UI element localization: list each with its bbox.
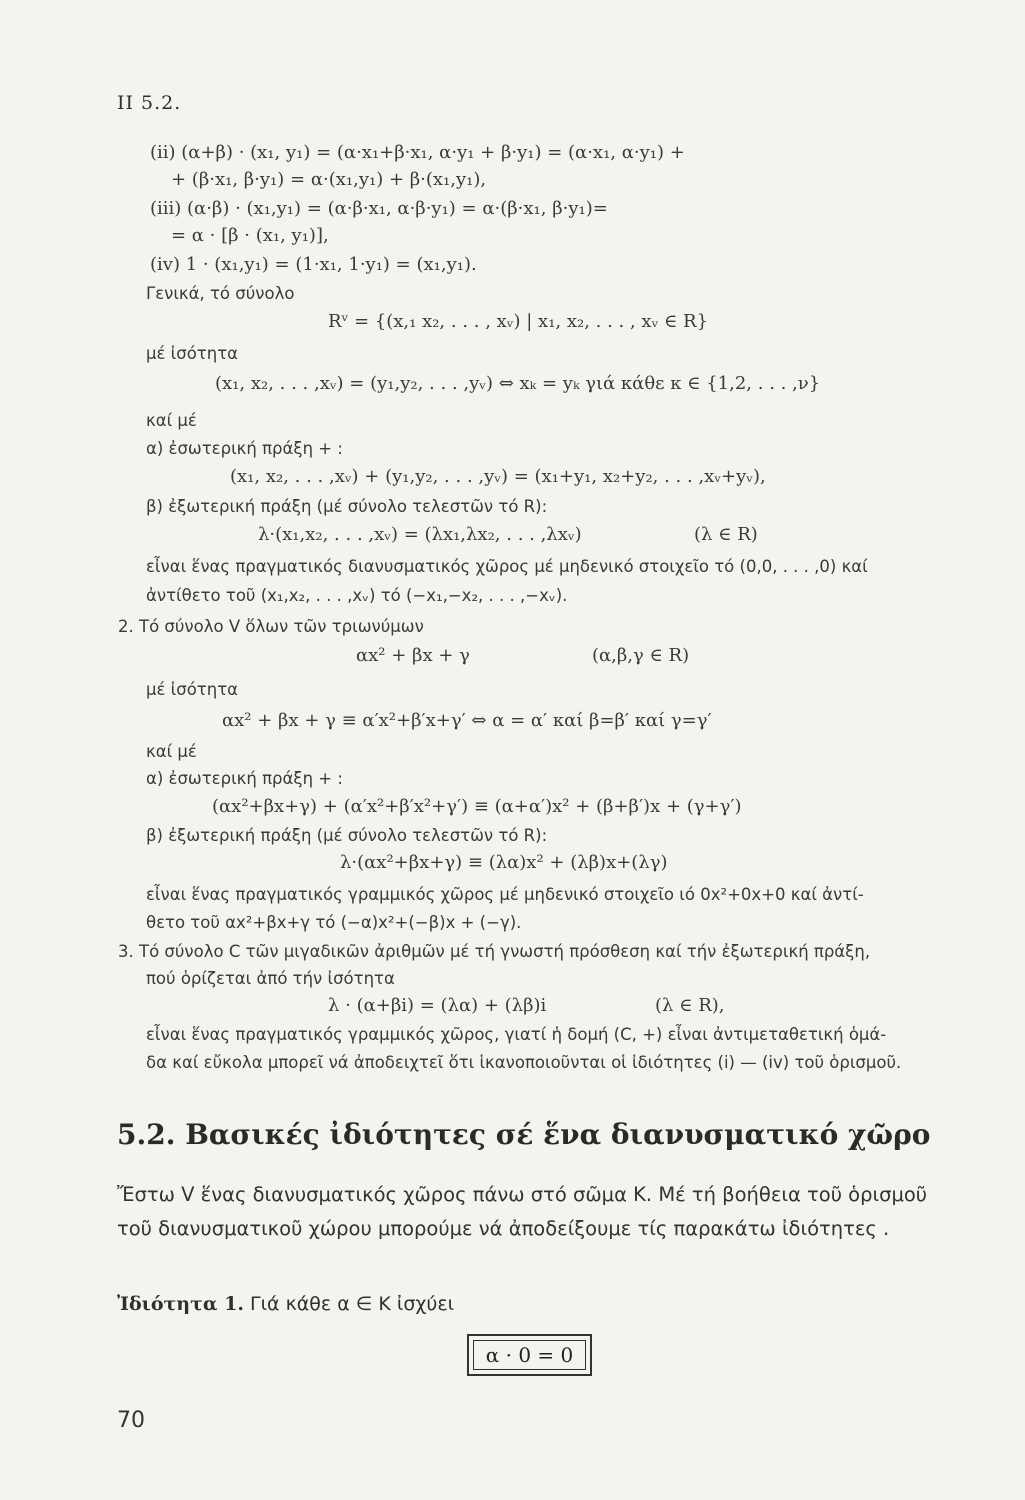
conclusion-line-1: εἶναι ἕνας πραγματικός διανυσματικός χῶρος μέ μηδενικό στοιχεῖο τό (0,0, . . . ,0) καί bbox=[146, 557, 868, 576]
property-iii-line-1: (iii) (α·β) · (x₁,y₁) = (α·β·x₁, α·β·y₁) = α·(β·x₁, β·y₁)= bbox=[150, 198, 608, 219]
rv-set-definition: Rᵛ = {(x,₁ x₂, . . . , xᵥ) | x₁, x₂, . . . , xᵥ ∈ R} bbox=[328, 311, 709, 332]
property-1 bbox=[117, 1292, 454, 1316]
example-2-equality: αx² + βx + γ ≡ α′x²+β′x+γ′ ⇔ α = α′ καί β=β′ καί γ=γ′ bbox=[222, 710, 712, 731]
external-operation-formula: λ·(x₁,x₂, . . . ,xᵥ) = (λx₁,λx₂, . . . ,λxᵥ) bbox=[258, 524, 582, 545]
example-3-line-2: πού ὁρίζεται ἀπό τήν ἰσότητα bbox=[146, 969, 395, 988]
internal-operation-label: α) ἐσωτερική πράξη + : bbox=[146, 439, 343, 458]
page-number: 70 bbox=[117, 1408, 145, 1433]
example-2-intro: 2. Τό σύνολο V ὅλων τῶν τριωνύμων bbox=[118, 617, 424, 636]
property-iv-line: (iv) 1 · (x₁,y₁) = (1·x₁, 1·y₁) = (x₁,y₁). bbox=[150, 254, 477, 275]
boxed-formula-text: α · 0 = 0 bbox=[473, 1340, 586, 1370]
example-3-line-4: δα καί εὔκολα μπορεῖ νά ἀποδειχτεῖ ὅτι ἱκανοποιοῦνται οἱ ἰδιότητες (i) — (iv) τοῦ ὁρισμοῦ. bbox=[146, 1053, 902, 1072]
example-3-condition: (λ ∈ R), bbox=[655, 995, 725, 1016]
example-2-and-with: καί μέ bbox=[146, 742, 197, 761]
section-intro-paragraph: Ἔστω V ἕνας διανυσματικός χῶρος πάνω στό σῶμα Κ. Μέ τή βοήθεια τοῦ ὁρισμοῦ τοῦ διανυσματικοῦ χώρου μπορούμε νά ἀποδείξουμε τίς παρακάτω ἰδιότητες . bbox=[117, 1183, 928, 1240]
example-2-conclusion-line-2: θετο τοῦ αx²+βx+γ τό (−α)x²+(−β)x + (−γ). bbox=[146, 913, 522, 932]
example-2-external-formula: λ·(αx²+βx+γ) ≡ (λα)x² + (λβ)x+(λγ) bbox=[340, 852, 668, 873]
example-3-line-3: εἶναι ἕνας πραγματικός γραμμικός χῶρος, γιατί ἡ δομή (C, +) εἶναι ἀντιμεταθετική ὁμά- bbox=[146, 1025, 887, 1044]
general-set-intro: Γενικά, τό σύνολο bbox=[146, 284, 295, 303]
property-1-text: Γιά κάθε α ∈ Κ ἰσχύει bbox=[250, 1293, 455, 1315]
external-operation-condition: (λ ∈ R) bbox=[694, 524, 758, 545]
internal-operation-formula: (x₁, x₂, . . . ,xᵥ) + (y₁,y₂, . . . ,yᵥ) = (x₁+y₁, x₂+y₂, . . . ,xᵥ+yᵥ), bbox=[230, 466, 766, 487]
and-with-label: καί μέ bbox=[146, 411, 197, 430]
equality-formula: (x₁, x₂, . . . ,xᵥ) = (y₁,y₂, . . . ,yᵥ) ⇔ xₖ = yₖ γιά κάθε κ ∈ {1,2, . . . ,ν} bbox=[215, 373, 821, 394]
example-2-internal-formula: (αx²+βx+γ) + (α′x²+β′x²+γ′) ≡ (α+α′)x² + (β+β′)x + (γ+γ′) bbox=[212, 796, 742, 817]
section-title: 5.2. Βασικές ἰδιότητες σέ ἕνα διανυσματικό χῶρο bbox=[117, 1118, 931, 1151]
example-3-formula: λ · (α+βi) = (λα) + (λβ)i bbox=[328, 995, 547, 1016]
example-2-polynomial-condition: (α,β,γ ∈ R) bbox=[592, 645, 690, 666]
property-iii-line-2: = α · [β · (x₁, y₁)], bbox=[171, 225, 329, 246]
example-3-line-1: 3. Τό σύνολο C τῶν μιγαδικῶν ἀριθμῶν μέ τή γνωστή πρόσθεση καί τήν ἐξωτερική πράξη, bbox=[118, 942, 871, 961]
running-header: II 5.2. bbox=[117, 92, 182, 114]
example-2-internal-label: α) ἐσωτερική πράξη + : bbox=[146, 769, 343, 788]
property-1-label: Ἰδιότητα 1. bbox=[117, 1293, 244, 1315]
example-2-polynomial: αx² + βx + γ bbox=[356, 645, 470, 666]
property-ii-line-2: + (β·x₁, β·y₁) = α·(x₁,y₁) + β·(x₁,y₁), bbox=[171, 169, 487, 190]
equality-label: μέ ἰσότητα bbox=[146, 344, 238, 363]
conclusion-line-2: ἀντίθετο τοῦ (x₁,x₂, . . . ,xᵥ) τό (−x₁,−x₂, . . . ,−xᵥ). bbox=[146, 586, 568, 605]
property-ii-line-1: (ii) (α+β) · (x₁, y₁) = (α·x₁+β·x₁, α·y₁ + β·y₁) = (α·x₁, α·y₁) + bbox=[150, 142, 685, 163]
example-2-equality-label: μέ ἰσότητα bbox=[146, 680, 238, 699]
example-2-external-label: β) ἐξωτερική πράξη (μέ σύνολο τελεστῶν τό R): bbox=[146, 826, 548, 845]
boxed-formula bbox=[467, 1334, 592, 1376]
example-2-conclusion-line-1: εἶναι ἕνας πραγματικός γραμμικός χῶρος μέ μηδενικό στοιχεῖο ιό 0x²+0x+0 καί ἀντί- bbox=[146, 885, 864, 904]
external-operation-label: β) ἐξωτερική πράξη (μέ σύνολο τελεστῶν τό R): bbox=[146, 497, 548, 516]
